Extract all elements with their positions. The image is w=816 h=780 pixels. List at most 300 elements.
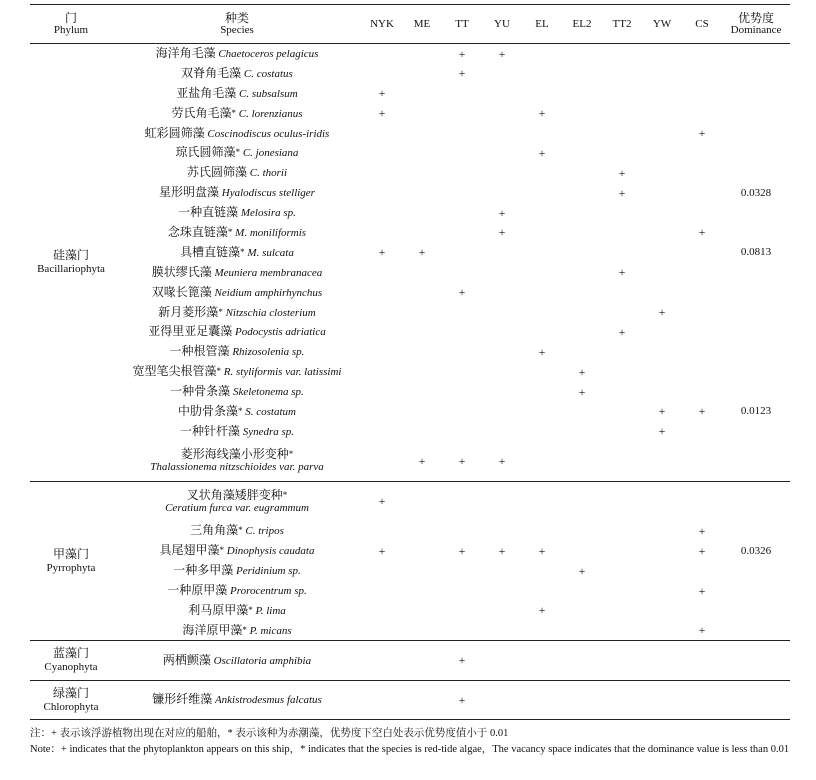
presence-cell xyxy=(642,382,682,402)
species-cell xyxy=(112,103,362,123)
presence-cell xyxy=(562,282,602,302)
note-en: Note：+ indicates that the phytoplankton appears on this ship，* indicates that the species is red-tide algae，The vacancy space indicates that the dominance value is less than 0.01 xyxy=(30,744,790,755)
presence-cell xyxy=(482,680,522,720)
presence-cell: + xyxy=(378,86,386,101)
species-cn: 海洋角毛藻 xyxy=(155,46,216,61)
presence-cell xyxy=(362,620,402,640)
presence-cell xyxy=(602,44,642,64)
presence-cell xyxy=(602,600,642,620)
presence-cell xyxy=(682,203,722,223)
presence-cell xyxy=(362,203,402,223)
presence-cell xyxy=(562,163,602,183)
presence-cell xyxy=(602,302,642,322)
dominance-cell xyxy=(722,561,790,581)
presence-cell xyxy=(562,640,602,680)
presence-cell xyxy=(442,342,482,362)
presence-cell xyxy=(642,262,682,282)
presence-cell: + xyxy=(458,653,466,668)
species-cn-wrap xyxy=(188,602,253,617)
red-tide-marker: * xyxy=(219,545,225,556)
species-cell xyxy=(112,143,362,163)
species-cell xyxy=(112,242,362,262)
presence-cell xyxy=(442,561,482,581)
species-cell xyxy=(112,83,362,103)
presence-cell xyxy=(402,620,442,640)
presence-cell xyxy=(482,282,522,302)
presence-cell xyxy=(562,103,602,123)
species-en: Chaetoceros pelagicus xyxy=(218,48,319,61)
presence-cell xyxy=(402,183,442,203)
dominance-cell xyxy=(722,83,790,103)
presence-cell xyxy=(402,402,442,422)
header-phylum xyxy=(30,5,112,44)
species-cn-wrap xyxy=(171,105,236,120)
presence-cell xyxy=(562,402,602,422)
presence-cell xyxy=(482,242,522,262)
table-row xyxy=(30,581,790,601)
presence-cell: + xyxy=(498,543,506,558)
presence-cell xyxy=(642,521,682,541)
presence-cell xyxy=(362,362,402,382)
species-cn: 中肋骨条藻 xyxy=(178,403,239,418)
presence-cell: + xyxy=(378,494,386,509)
red-tide-marker: * xyxy=(288,449,294,460)
species-cn-wrap xyxy=(176,85,237,100)
red-tide-marker: * xyxy=(231,107,236,118)
presence-cell xyxy=(402,103,442,123)
presence-cell: + xyxy=(458,66,466,81)
presence-cell: + xyxy=(458,285,466,300)
presence-cell xyxy=(602,103,642,123)
species-en: P. lima xyxy=(255,604,286,617)
presence-cell xyxy=(402,581,442,601)
presence-cell xyxy=(442,521,482,541)
presence-cell xyxy=(482,362,522,382)
presence-cell: + xyxy=(698,583,706,598)
presence-cell xyxy=(562,322,602,342)
presence-cell: + xyxy=(698,523,706,538)
dominance-cell xyxy=(722,521,790,541)
red-tide-marker: * xyxy=(242,624,247,635)
presence-cell xyxy=(602,382,642,402)
species-cn: 劳氏角毛藻 xyxy=(171,105,232,120)
presence-cell xyxy=(402,63,442,83)
header-station: ME xyxy=(413,18,431,30)
presence-cell xyxy=(362,382,402,402)
presence-cell xyxy=(562,262,602,282)
presence-cell xyxy=(642,362,682,382)
presence-cell: + xyxy=(698,126,706,140)
species-cn: 宽型笔尖根管藻 xyxy=(132,364,217,379)
presence-cell xyxy=(522,640,562,680)
header-dominance-en: Dominance xyxy=(730,24,782,36)
presence-cell xyxy=(482,143,522,163)
presence-cell xyxy=(522,282,562,302)
species-cn: 双喙长篦藻 xyxy=(151,284,212,299)
species-en: Neidium amphirhynchus xyxy=(214,286,323,299)
dominance-cell xyxy=(722,421,790,441)
presence-cell: + xyxy=(538,145,546,160)
table-row xyxy=(30,620,790,640)
table-row xyxy=(30,262,790,282)
species-cn: 新月菱形藻 xyxy=(158,304,219,319)
presence-cell xyxy=(602,481,642,521)
species-cn: 一种根管藻 xyxy=(169,344,230,359)
species-table xyxy=(30,4,790,720)
presence-cell xyxy=(482,561,522,581)
presence-cell xyxy=(562,441,602,481)
dominance-cell xyxy=(722,302,790,322)
presence-cell: + xyxy=(658,404,666,419)
species-en: Rhizosolenia sp. xyxy=(232,346,305,359)
species-cn-wrap xyxy=(178,403,243,418)
presence-cell: + xyxy=(618,185,626,200)
header-phylum-en: Phylum xyxy=(53,24,89,36)
species-cell xyxy=(112,620,362,640)
species-cn: 叉状角藻矮胖变种 xyxy=(186,487,283,502)
presence-cell xyxy=(562,620,602,640)
presence-cell: + xyxy=(658,424,666,439)
presence-cell xyxy=(562,183,602,203)
table-row xyxy=(30,441,790,481)
presence-cell xyxy=(562,44,602,64)
table-row xyxy=(30,382,790,402)
presence-cell xyxy=(642,282,682,302)
red-tide-marker: * xyxy=(227,226,233,237)
presence-cell xyxy=(682,342,722,362)
presence-cell xyxy=(522,63,562,83)
presence-cell xyxy=(402,421,442,441)
note-cn: 注：+ 表示该浮游植物出现在对应的船舶，* 表示该种为赤潮藻，优势度下空白处表示优势度值小于 0.01 xyxy=(30,728,509,739)
table-row xyxy=(30,342,790,362)
presence-cell: + xyxy=(578,364,586,379)
presence-cell xyxy=(402,262,442,282)
phylum-cell xyxy=(30,44,112,482)
presence-cell xyxy=(562,680,602,720)
presence-cell xyxy=(402,680,442,720)
presence-cell: + xyxy=(498,46,506,61)
presence-cell xyxy=(602,83,642,103)
presence-cell xyxy=(602,620,642,640)
presence-cell xyxy=(482,163,522,183)
presence-cell xyxy=(482,123,522,143)
presence-cell xyxy=(402,541,442,561)
presence-cell xyxy=(402,382,442,402)
species-cn-wrap xyxy=(190,525,243,537)
presence-cell xyxy=(602,541,642,561)
header-station: TT xyxy=(455,18,469,30)
presence-cell xyxy=(362,322,402,342)
presence-cell xyxy=(642,203,682,223)
species-cn-wrap xyxy=(173,565,233,577)
species-cell xyxy=(112,282,362,302)
presence-cell xyxy=(522,203,562,223)
species-cell xyxy=(112,223,362,243)
presence-cell xyxy=(602,561,642,581)
presence-cell xyxy=(522,163,562,183)
species-cell xyxy=(112,481,362,521)
species-en: Thalassionema nitzschioides var. parva xyxy=(150,461,324,474)
presence-cell xyxy=(402,83,442,103)
header-station: CS xyxy=(695,18,709,30)
presence-cell xyxy=(682,143,722,163)
presence-cell xyxy=(682,242,722,262)
presence-cell xyxy=(682,183,722,203)
presence-cell xyxy=(442,163,482,183)
presence-cell xyxy=(482,600,522,620)
presence-cell xyxy=(602,63,642,83)
presence-cell xyxy=(442,203,482,223)
species-en: Meuniera membranacea xyxy=(214,266,323,279)
presence-cell xyxy=(602,143,642,163)
presence-cell xyxy=(642,581,682,601)
species-cell xyxy=(112,262,362,282)
presence-cell xyxy=(362,521,402,541)
red-tide-marker: * xyxy=(238,525,243,536)
phylum-cell xyxy=(30,481,112,640)
species-cn: 虹彩圆筛藻 xyxy=(144,125,205,140)
presence-cell xyxy=(362,262,402,282)
species-cell xyxy=(112,63,362,83)
presence-cell xyxy=(642,481,682,521)
presence-cell xyxy=(362,640,402,680)
header-phylum-cn: 门 xyxy=(64,11,77,25)
phylum-cn: 蓝藻门 xyxy=(52,646,89,661)
species-cn: 一种针杆藻 xyxy=(179,423,240,438)
presence-cell: + xyxy=(658,305,666,320)
presence-cell xyxy=(602,242,642,262)
dominance-cell xyxy=(722,581,790,601)
species-cn-wrap xyxy=(162,652,211,667)
presence-cell xyxy=(402,640,442,680)
presence-cell xyxy=(402,322,442,342)
presence-cell xyxy=(562,541,602,561)
presence-cell xyxy=(482,382,522,402)
presence-cell xyxy=(442,183,482,203)
species-en: C. subsalsum xyxy=(239,87,298,100)
presence-cell: + xyxy=(458,692,466,707)
presence-cell xyxy=(522,322,562,342)
presence-cell xyxy=(522,481,562,521)
presence-cell xyxy=(362,163,402,183)
presence-cell xyxy=(442,242,482,262)
presence-cell xyxy=(562,83,602,103)
dominance-cell xyxy=(722,441,790,481)
presence-cell xyxy=(682,481,722,521)
presence-cell xyxy=(522,521,562,541)
header-species-cn: 种类 xyxy=(224,11,249,25)
presence-cell: + xyxy=(618,324,626,339)
species-cn: 膜状缪氏藻 xyxy=(151,264,212,279)
dominance-cell: 0.0813 xyxy=(740,246,772,259)
species-cell xyxy=(112,561,362,581)
presence-cell xyxy=(682,322,722,342)
presence-cell xyxy=(402,44,442,64)
table-row xyxy=(30,680,790,720)
species-cn: 念珠直链藻 xyxy=(167,224,228,239)
presence-cell xyxy=(362,342,402,362)
species-cn: 具尾翅甲藻 xyxy=(159,543,220,558)
header-species-en: Species xyxy=(220,24,254,36)
presence-cell: + xyxy=(698,543,706,558)
presence-cell xyxy=(522,441,562,481)
presence-cell: + xyxy=(498,453,506,468)
dominance-cell: 0.0328 xyxy=(740,186,772,199)
presence-cell xyxy=(482,103,522,123)
presence-cell xyxy=(642,123,682,143)
header-station: TT2 xyxy=(612,18,632,30)
species-cn-wrap xyxy=(151,284,212,299)
dominance-cell xyxy=(722,123,790,143)
presence-cell xyxy=(602,680,642,720)
table-row xyxy=(30,541,790,561)
presence-cell xyxy=(602,282,642,302)
table-row xyxy=(30,521,790,541)
species-cn-wrap xyxy=(160,545,225,557)
presence-cell: + xyxy=(698,225,706,240)
presence-cell xyxy=(522,183,562,203)
species-cn: 苏氏圆筛藻 xyxy=(186,165,247,180)
species-en: Hyalodiscus stelliger xyxy=(221,187,315,200)
phylum-cell xyxy=(30,640,112,680)
presence-cell xyxy=(442,382,482,402)
species-cell xyxy=(112,382,362,402)
species-en: M. sulcata xyxy=(247,246,294,259)
species-en: Peridinium sp. xyxy=(235,565,301,578)
presence-cell xyxy=(482,581,522,601)
presence-cell xyxy=(522,242,562,262)
presence-cell xyxy=(642,620,682,640)
species-cn-wrap xyxy=(179,423,240,438)
species-cell xyxy=(112,640,362,680)
presence-cell xyxy=(562,342,602,362)
presence-cell xyxy=(362,441,402,481)
species-cn-wrap xyxy=(176,147,241,159)
presence-cell xyxy=(442,620,482,640)
presence-cell xyxy=(642,63,682,83)
presence-cell xyxy=(402,561,442,581)
presence-cell xyxy=(602,441,642,481)
species-en: S. costatum xyxy=(245,405,296,418)
species-cell xyxy=(112,402,362,422)
species-cn: 利马原甲藻 xyxy=(188,602,249,617)
table-row xyxy=(30,282,790,302)
presence-cell xyxy=(642,640,682,680)
presence-cell xyxy=(522,680,562,720)
presence-cell xyxy=(482,620,522,640)
presence-cell xyxy=(642,163,682,183)
phylum-cn: 甲藻门 xyxy=(52,546,89,561)
species-cn: 一种多甲藻 xyxy=(173,563,234,578)
presence-cell xyxy=(362,581,402,601)
presence-cell xyxy=(442,402,482,422)
presence-cell xyxy=(442,600,482,620)
presence-cell xyxy=(362,123,402,143)
presence-cell xyxy=(682,640,722,680)
presence-cell xyxy=(682,282,722,302)
dominance-cell xyxy=(722,282,790,302)
presence-cell xyxy=(642,600,682,620)
presence-cell xyxy=(402,600,442,620)
species-cn-wrap xyxy=(158,304,223,319)
header-station: YW xyxy=(652,18,672,30)
presence-cell xyxy=(642,103,682,123)
presence-cell xyxy=(362,600,402,620)
table-row xyxy=(30,63,790,83)
dominance-cell xyxy=(722,223,790,243)
presence-cell xyxy=(362,143,402,163)
species-cn: 具槽直链藻 xyxy=(180,244,241,259)
presence-cell xyxy=(482,63,522,83)
dominance-cell xyxy=(722,103,790,123)
species-en: R. styliformis var. latissimi xyxy=(223,366,342,379)
species-cell xyxy=(112,521,362,541)
presence-cell xyxy=(362,183,402,203)
dominance-cell: 0.0123 xyxy=(740,405,772,418)
species-cell xyxy=(112,362,362,382)
presence-cell: + xyxy=(618,265,626,280)
species-cell xyxy=(112,600,362,620)
presence-cell xyxy=(682,163,722,183)
table-row xyxy=(30,103,790,123)
presence-cell xyxy=(642,541,682,561)
presence-cell xyxy=(602,123,642,143)
presence-cell xyxy=(442,302,482,322)
presence-cell xyxy=(442,581,482,601)
red-tide-marker: * xyxy=(216,366,222,377)
presence-cell xyxy=(402,362,442,382)
presence-cell xyxy=(402,163,442,183)
presence-cell xyxy=(522,223,562,243)
species-cn-wrap xyxy=(167,224,233,239)
presence-cell xyxy=(482,83,522,103)
presence-cell: + xyxy=(578,563,586,578)
presence-cell xyxy=(562,242,602,262)
species-cn-wrap xyxy=(167,585,227,597)
species-cell xyxy=(112,322,362,342)
red-tide-marker: * xyxy=(218,306,223,317)
presence-cell xyxy=(442,123,482,143)
presence-cell xyxy=(482,183,522,203)
table-row xyxy=(30,242,790,262)
table-row xyxy=(30,44,790,64)
header-station: EL2 xyxy=(572,18,592,30)
species-cn-wrap xyxy=(148,326,232,338)
species-cn: 两栖颤藻 xyxy=(162,652,211,667)
species-en: C. jonesiana xyxy=(242,147,299,160)
dominance-cell xyxy=(722,203,790,223)
presence-cell: + xyxy=(378,543,386,558)
species-cn: 海洋原甲藻 xyxy=(182,622,243,637)
presence-cell xyxy=(442,362,482,382)
species-cn-wrap xyxy=(178,207,238,219)
presence-cell xyxy=(642,561,682,581)
presence-cell: + xyxy=(578,384,586,399)
presence-cell xyxy=(402,282,442,302)
presence-cell xyxy=(362,44,402,64)
header-station: NYK xyxy=(370,18,394,30)
species-cn-wrap xyxy=(170,346,230,358)
presence-cell xyxy=(402,481,442,521)
presence-cell xyxy=(442,143,482,163)
presence-cell xyxy=(362,680,402,720)
dominance-cell xyxy=(722,481,790,521)
presence-cell xyxy=(442,223,482,243)
presence-cell xyxy=(642,242,682,262)
header-dominance xyxy=(722,5,790,44)
presence-cell: + xyxy=(538,543,546,558)
presence-cell xyxy=(642,342,682,362)
